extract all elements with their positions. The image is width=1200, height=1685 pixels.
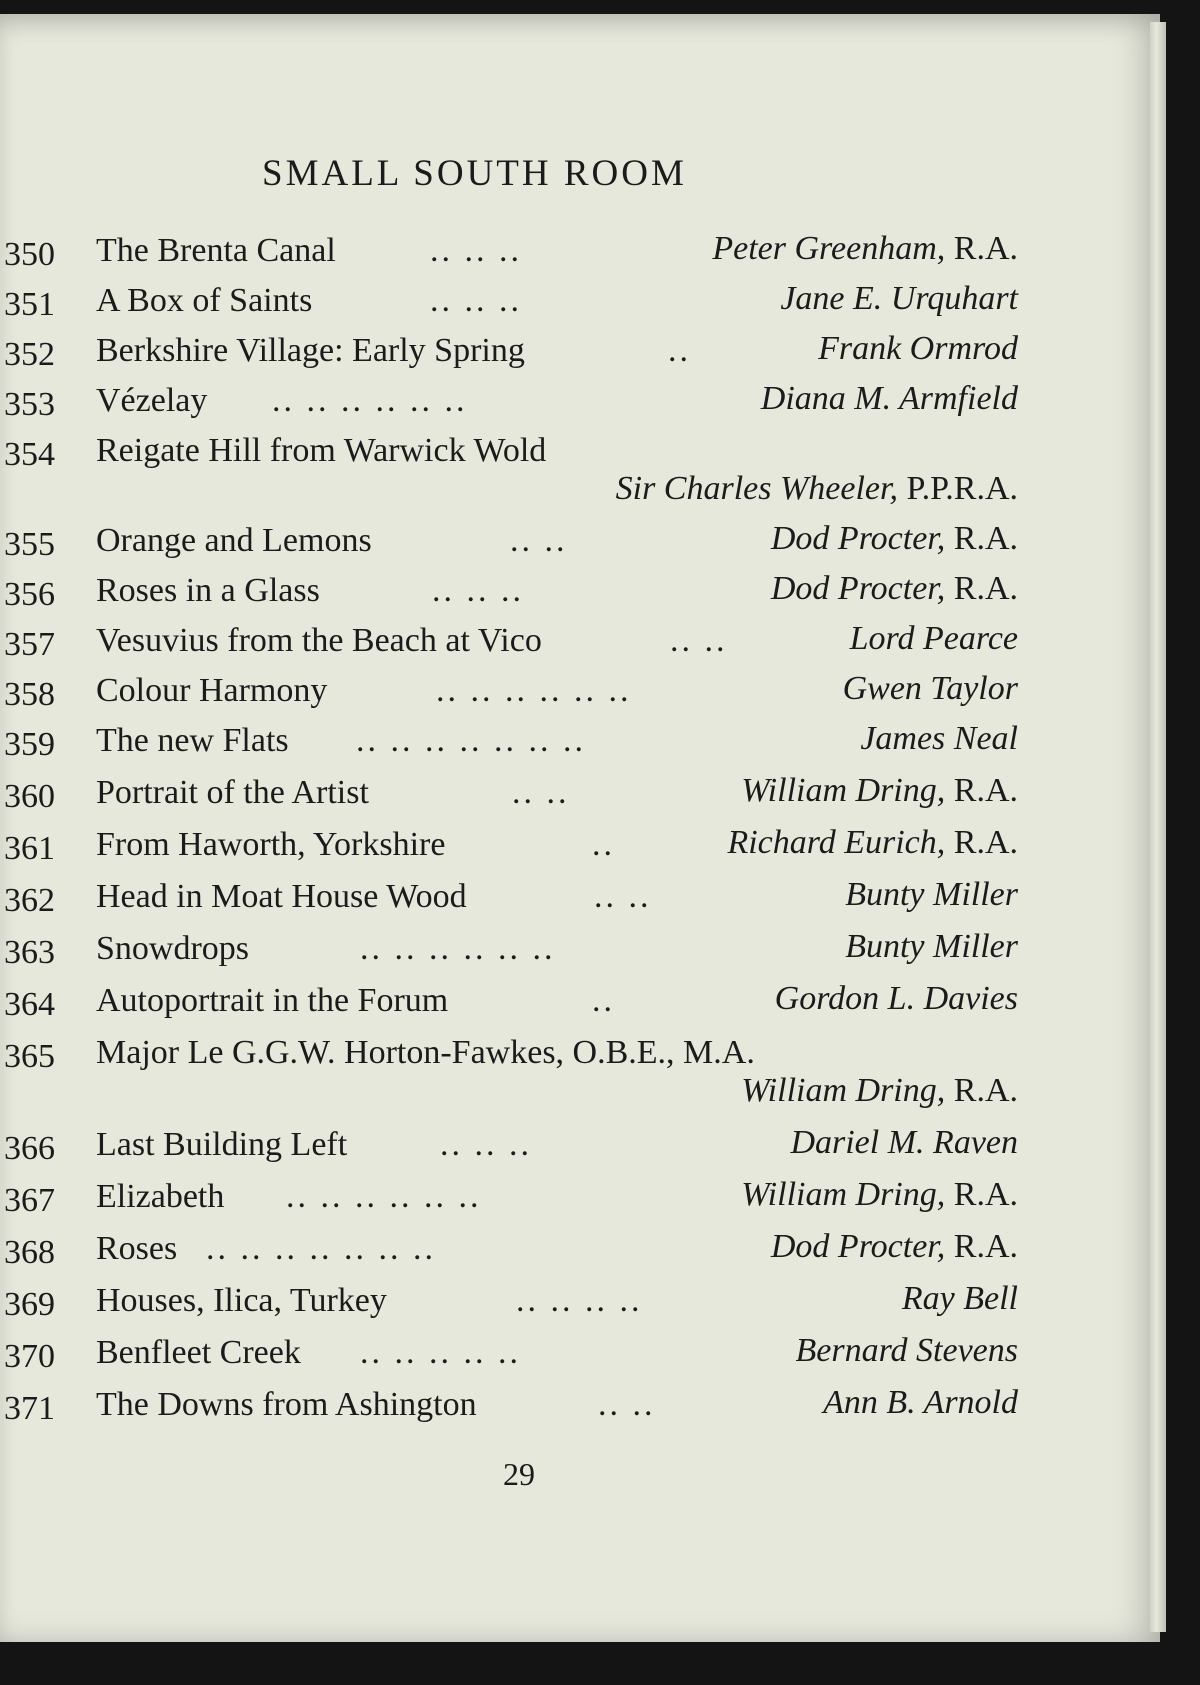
entry-number: 360	[4, 778, 55, 815]
entry-number: 362	[4, 882, 55, 919]
artist-honour: P.P.R.A.	[906, 470, 1018, 507]
entry-number: 369	[4, 1286, 55, 1323]
leader-dots: .. .. ..	[430, 232, 522, 269]
catalogue-entry	[0, 428, 1030, 518]
entry-number: 368	[4, 1234, 55, 1271]
artist-name: William Dring,	[741, 772, 946, 809]
artist-name: Dod Procter,	[770, 520, 946, 557]
entry-number: 364	[4, 986, 55, 1023]
leader-dots: .. ..	[670, 622, 728, 659]
entry-title: Reigate Hill from Warwick Wold	[96, 432, 547, 469]
entry-title: Roses	[96, 1230, 178, 1267]
entry-title: Head in Moat House Wood	[96, 878, 467, 915]
entry-title: The Downs from Ashington	[96, 1386, 477, 1423]
leader-dots: .. .. .. .. ..	[360, 1334, 521, 1371]
entry-title: The new Flats	[96, 722, 289, 759]
entry-artist	[741, 772, 1018, 810]
entry-artist	[712, 230, 1018, 268]
entry-number: 370	[4, 1338, 55, 1375]
entry-title: Benfleet Creek	[96, 1334, 301, 1371]
entry-title: Houses, Ilica, Turkey	[96, 1282, 387, 1319]
entry-number: 371	[4, 1390, 55, 1427]
leader-dots: ..	[592, 982, 615, 1019]
entry-title: Colour Harmony	[96, 672, 328, 709]
leader-dots: .. .. .. .. .. ..	[360, 930, 556, 967]
entry-artist	[845, 928, 1018, 966]
entry-number: 353	[4, 386, 55, 423]
entry-title: Snowdrops	[96, 930, 250, 967]
entry-title: Vézelay	[96, 382, 208, 419]
artist-name: Gordon L. Davies	[774, 980, 1018, 1017]
catalogue-entry	[0, 822, 1030, 868]
entry-number: 356	[4, 576, 55, 613]
artist-honour: R.A.	[953, 1072, 1018, 1109]
entry-artist	[771, 570, 1018, 608]
entry-title: Last Building Left	[96, 1126, 348, 1163]
artist-name: Bunty Miller	[845, 928, 1018, 965]
artist-honour: R.A.	[953, 1228, 1018, 1265]
entry-artist	[850, 620, 1018, 658]
catalogue-entry	[0, 618, 1030, 664]
artist-name: Gwen Taylor	[842, 670, 1018, 707]
artist-name: James Neal	[860, 720, 1018, 757]
leader-dots: .. ..	[510, 522, 568, 559]
entry-number: 358	[4, 676, 55, 713]
page-edge	[1150, 22, 1166, 1632]
entry-artist	[616, 470, 1018, 508]
catalogue-entry	[0, 718, 1030, 764]
catalogue-entry	[0, 568, 1030, 614]
entry-artist	[845, 876, 1018, 914]
entry-artist	[741, 1176, 1018, 1214]
leader-dots: ..	[592, 826, 615, 863]
entry-number: 352	[4, 336, 55, 373]
entry-title: Autoportrait in the Forum	[96, 982, 449, 1019]
leader-dots: .. ..	[594, 878, 652, 915]
entry-number: 354	[4, 436, 55, 473]
entry-artist	[771, 520, 1018, 558]
catalogue-entry	[0, 874, 1030, 920]
entry-artist	[860, 720, 1018, 758]
entry-title: From Haworth, Yorkshire	[96, 826, 446, 863]
entry-number: 351	[4, 286, 55, 323]
catalogue-entry	[0, 1330, 1030, 1376]
entry-artist	[823, 1384, 1018, 1422]
leader-dots: .. ..	[512, 774, 570, 811]
artist-name: William Dring,	[741, 1176, 946, 1213]
entry-title: Berkshire Village: Early Spring	[96, 332, 525, 369]
catalogue-entry	[0, 278, 1030, 324]
artist-honour: R.A.	[953, 570, 1018, 607]
entry-title: A Box of Saints	[96, 282, 313, 319]
catalogue-entry	[0, 1030, 1030, 1120]
artist-honour: R.A.	[953, 824, 1018, 861]
artist-honour: R.A.	[953, 1176, 1018, 1213]
leader-dots: .. .. .. .. .. ..	[272, 382, 468, 419]
catalogue-entry	[0, 770, 1030, 816]
entry-number: 357	[4, 626, 55, 663]
leader-dots: ..	[668, 332, 691, 369]
artist-honour: R.A.	[953, 230, 1018, 267]
catalogue-entry	[0, 926, 1030, 972]
artist-name: Dod Procter,	[770, 1228, 946, 1265]
entry-number: 361	[4, 830, 55, 867]
artist-name: Dariel M. Raven	[790, 1124, 1018, 1161]
entry-artist	[741, 1072, 1018, 1110]
entry-number: 359	[4, 726, 55, 763]
leader-dots: .. .. .. .. .. ..	[286, 1178, 482, 1215]
catalogue-entry	[0, 1226, 1030, 1272]
entry-artist	[818, 330, 1018, 368]
artist-name: Jane E. Urquhart	[780, 280, 1018, 317]
artist-name: Bernard Stevens	[795, 1332, 1018, 1369]
artist-name: William Dring,	[741, 1072, 946, 1109]
entry-title: Major Le G.G.W. Horton-Fawkes, O.B.E., M.A.	[96, 1034, 755, 1071]
entry-number: 366	[4, 1130, 55, 1167]
entry-number: 365	[4, 1038, 55, 1075]
catalogue-entry	[0, 518, 1030, 564]
entry-artist	[790, 1124, 1018, 1162]
artist-name: Sir Charles Wheeler,	[615, 470, 898, 507]
leader-dots: .. ..	[598, 1386, 656, 1423]
artist-name: Lord Pearce	[849, 620, 1018, 657]
leader-dots: .. .. .. .. .. ..	[436, 672, 632, 709]
entry-number: 363	[4, 934, 55, 971]
artist-name: Ray Bell	[901, 1280, 1018, 1317]
catalogue-entry	[0, 378, 1030, 424]
entry-number: 367	[4, 1182, 55, 1219]
entry-artist	[727, 824, 1018, 862]
entry-title: Vesuvius from the Beach at Vico	[96, 622, 542, 659]
entry-artist	[780, 280, 1018, 318]
entry-artist	[795, 1332, 1018, 1370]
artist-name: Peter Greenham,	[712, 230, 946, 267]
entry-artist	[775, 980, 1018, 1018]
page-number: 29	[503, 1456, 535, 1492]
entry-artist	[771, 1228, 1018, 1266]
entry-artist	[902, 1280, 1018, 1318]
catalogue-entry	[0, 228, 1030, 274]
artist-name: Diana M. Armfield	[760, 380, 1018, 417]
catalogue-entry	[0, 1122, 1030, 1168]
catalogue-entry	[0, 1174, 1030, 1220]
leader-dots: .. .. ..	[432, 572, 524, 609]
entry-number: 350	[4, 236, 55, 273]
entry-title: The Brenta Canal	[96, 232, 336, 269]
leader-dots: .. .. .. .. .. .. ..	[206, 1230, 436, 1267]
catalogue-entry	[0, 978, 1030, 1024]
leader-dots: .. .. ..	[430, 282, 522, 319]
artist-name: Dod Procter,	[770, 570, 946, 607]
entry-title: Portrait of the Artist	[96, 774, 369, 811]
artist-name: Richard Eurich,	[727, 824, 946, 861]
section-heading: SMALL SOUTH ROOM	[262, 153, 687, 194]
artist-honour: R.A.	[953, 772, 1018, 809]
artist-honour: R.A.	[953, 520, 1018, 557]
entry-number: 355	[4, 526, 55, 563]
leader-dots: .. .. .. .. .. .. ..	[356, 722, 586, 759]
entry-artist	[761, 380, 1018, 418]
catalogue-entry	[0, 1278, 1030, 1324]
catalogue-entry	[0, 668, 1030, 714]
artist-name: Bunty Miller	[845, 876, 1018, 913]
leader-dots: .. .. .. ..	[516, 1282, 643, 1319]
entry-title: Elizabeth	[96, 1178, 225, 1215]
leader-dots: .. .. ..	[440, 1126, 532, 1163]
entry-title: Orange and Lemons	[96, 522, 372, 559]
artist-name: Ann B. Arnold	[823, 1384, 1018, 1421]
catalogue-entry	[0, 1382, 1030, 1428]
entry-title: Roses in a Glass	[96, 572, 320, 609]
artist-name: Frank Ormrod	[818, 330, 1018, 367]
catalogue-entry	[0, 328, 1030, 374]
entry-artist	[843, 670, 1018, 708]
